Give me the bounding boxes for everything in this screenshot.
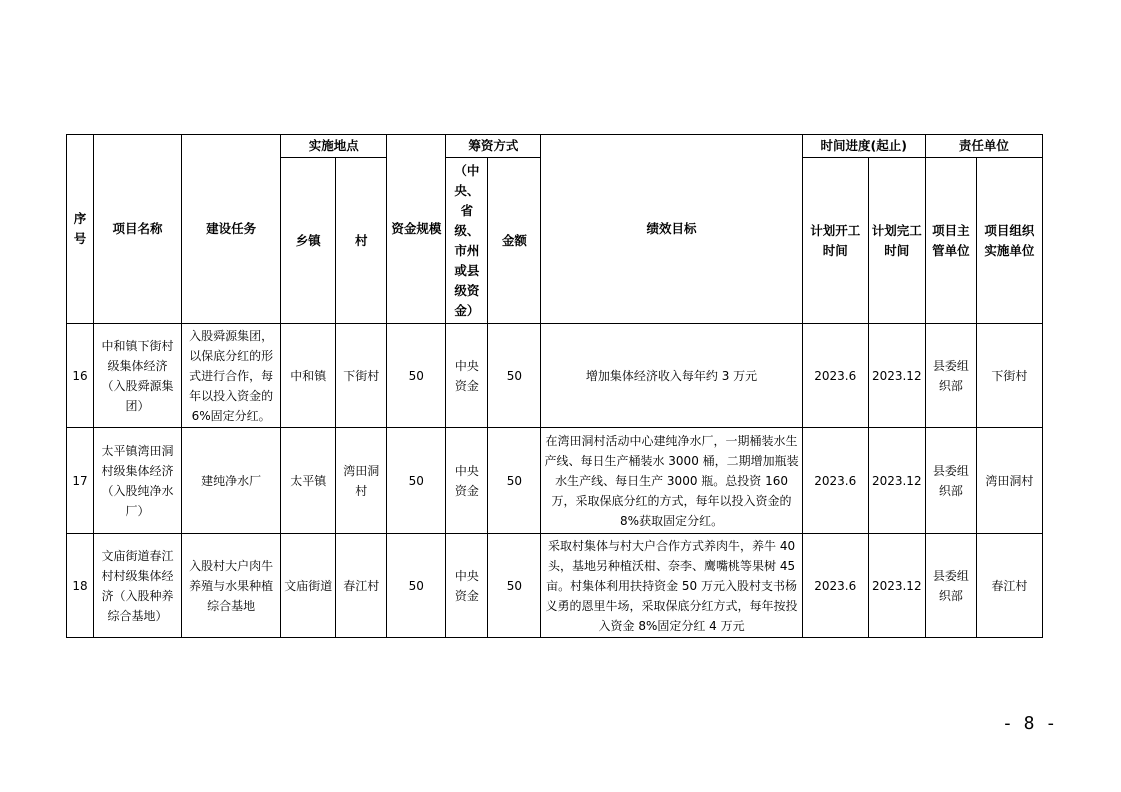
cell-task: 入股舜源集团，以保底分红的形式进行合作，每年以投入资金的6%固定分红。 (182, 324, 281, 428)
header-implementer: 项目组织实施单位 (976, 158, 1042, 324)
cell-implementer: 下街村 (976, 324, 1042, 428)
cell-seq: 18 (67, 534, 94, 638)
cell-supervisor: 县委组织部 (925, 428, 976, 534)
cell-implementer: 春江村 (976, 534, 1042, 638)
cell-task: 入股村大户肉牛养殖与水果种植综合基地 (182, 534, 281, 638)
cell-amount: 50 (488, 534, 541, 638)
cell-village: 下街村 (336, 324, 387, 428)
cell-amount: 50 (488, 428, 541, 534)
cell-village: 湾田洞村 (336, 428, 387, 534)
cell-funding-level: 中央资金 (446, 324, 488, 428)
page-number: - 8 - (1002, 713, 1057, 734)
cell-start: 2023.6 (802, 428, 868, 534)
cell-scale: 50 (387, 534, 446, 638)
header-start: 计划开工时间 (802, 158, 868, 324)
header-funding: 筹资方式 (446, 135, 541, 158)
header-township: 乡镇 (281, 158, 336, 324)
cell-funding-level: 中央资金 (446, 534, 488, 638)
header-funding-level: （中央、省级、市州或县级资金） (446, 158, 488, 324)
cell-finish: 2023.12 (868, 324, 925, 428)
header-finish: 计划完工时间 (868, 158, 925, 324)
cell-township: 太平镇 (281, 428, 336, 534)
cell-township: 中和镇 (281, 324, 336, 428)
cell-name: 中和镇下街村级集体经济（入股舜源集团） (94, 324, 182, 428)
cell-finish: 2023.12 (868, 428, 925, 534)
header-scale: 资金规模 (387, 135, 446, 324)
header-responsible: 责任单位 (925, 135, 1042, 158)
cell-supervisor: 县委组织部 (925, 534, 976, 638)
cell-seq: 17 (67, 428, 94, 534)
table-row (67, 534, 1043, 638)
header-seq: 序号 (67, 135, 94, 324)
header-target: 绩效目标 (541, 135, 802, 324)
table-row (67, 324, 1043, 428)
cell-name: 太平镇湾田洞村级集体经济（入股纯净水厂） (94, 428, 182, 534)
cell-start: 2023.6 (802, 324, 868, 428)
cell-implementer: 湾田洞村 (976, 428, 1042, 534)
cell-target: 增加集体经济收入每年约 3 万元 (541, 324, 802, 428)
cell-finish: 2023.12 (868, 534, 925, 638)
header-supervisor: 项目主管单位 (925, 158, 976, 324)
cell-supervisor: 县委组织部 (925, 324, 976, 428)
header-location: 实施地点 (281, 135, 387, 158)
cell-start: 2023.6 (802, 534, 868, 638)
cell-seq: 16 (67, 324, 94, 428)
header-schedule: 时间进度(起止) (802, 135, 925, 158)
cell-target: 在湾田洞村活动中心建纯净水厂，一期桶装水生产线、每日生产桶装水 3000 桶，二期增加瓶装水生产线、每日生产 3000 瓶。总投资 160 万，采取保底分红的方式，每年以投入资金的 8%获取固定分红。 (541, 428, 802, 534)
header-amount: 金额 (488, 158, 541, 324)
cell-scale: 50 (387, 428, 446, 534)
header-name: 项目名称 (94, 135, 182, 324)
cell-target: 采取村集体与村大户合作方式养肉牛，养牛 40 头，基地另种植沃柑、奈李、鹰嘴桃等果树 45 亩。村集体利用扶持资金 50 万元入股村支书杨义勇的恩里牛场，采取保底分红方式，每年按投入资金 8%固定分红 4 万元 (541, 534, 802, 638)
cell-village: 春江村 (336, 534, 387, 638)
header-village: 村 (336, 158, 387, 324)
header-task: 建设任务 (182, 135, 281, 324)
cell-task: 建纯净水厂 (182, 428, 281, 534)
cell-funding-level: 中央资金 (446, 428, 488, 534)
project-table (66, 134, 1043, 638)
cell-township: 文庙街道 (281, 534, 336, 638)
cell-amount: 50 (488, 324, 541, 428)
header-row-1 (67, 135, 1043, 158)
table-row (67, 428, 1043, 534)
cell-scale: 50 (387, 324, 446, 428)
cell-name: 文庙街道春江村村级集体经济（入股种养综合基地） (94, 534, 182, 638)
